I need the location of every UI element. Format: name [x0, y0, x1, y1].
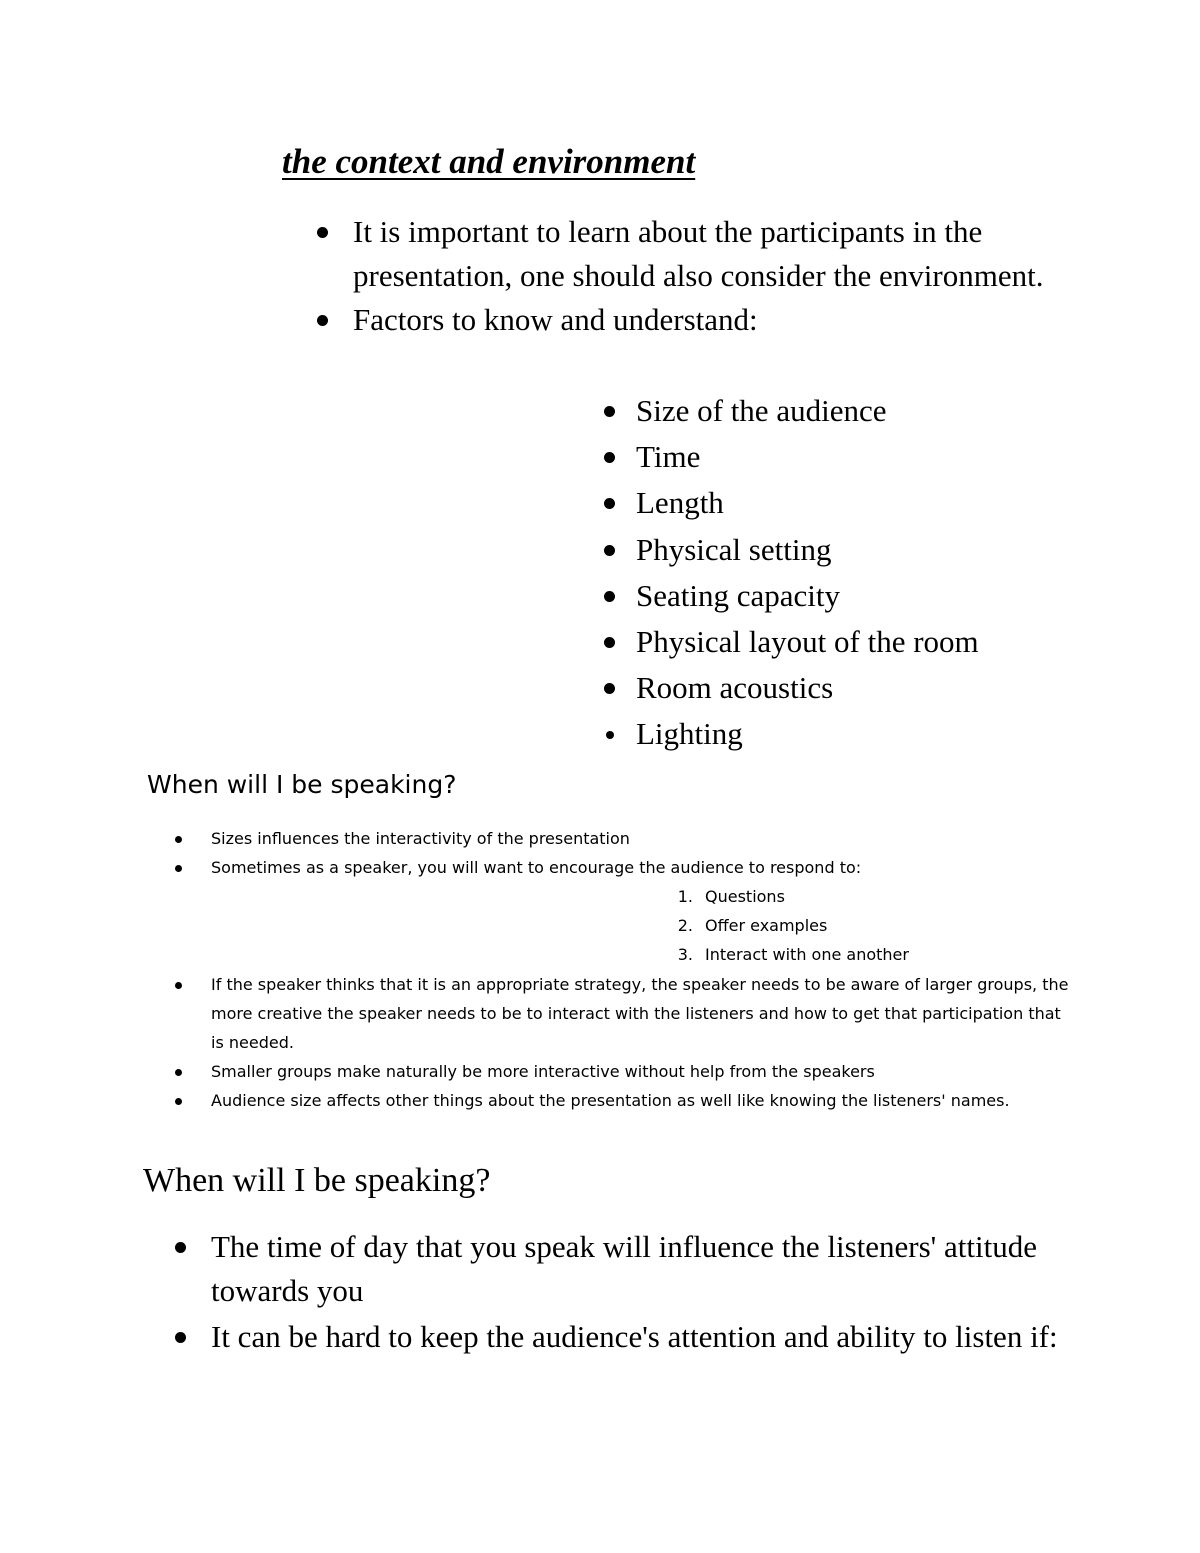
- list-item: [636, 480, 1156, 526]
- bullet-icon: [604, 683, 615, 694]
- bullet-icon: [317, 227, 328, 238]
- bullet-icon: [175, 1332, 186, 1343]
- list-item: [636, 527, 1156, 573]
- list-item: [677, 911, 1065, 940]
- bullet-icon: [604, 452, 615, 463]
- list-number: 1.: [677, 887, 693, 906]
- list-item-text: It can be hard to keep the audience's attention and ability to listen if:: [211, 1319, 1058, 1354]
- response-numbered-list: [677, 882, 1065, 969]
- section-title-speaking-small: When will I be speaking?: [147, 770, 457, 799]
- list-item-text: Lighting: [636, 716, 743, 752]
- bullet-icon: [606, 731, 614, 739]
- list-item-text: Physical setting: [636, 531, 832, 567]
- list-item: [636, 388, 1156, 434]
- list-item-text: Interact with one another: [705, 945, 909, 964]
- section-title-speaking-large: When will I be speaking?: [143, 1162, 491, 1199]
- factors-list: [636, 388, 1156, 758]
- list-item: [211, 1057, 1071, 1086]
- list-item: [636, 619, 1156, 665]
- bullet-icon: [175, 1069, 182, 1076]
- list-item: [353, 298, 1053, 342]
- bullet-icon: [604, 637, 615, 648]
- list-item: [677, 940, 1065, 969]
- bullet-icon: [175, 865, 182, 872]
- list-item-text: Offer examples: [705, 916, 828, 935]
- bullet-icon: [317, 315, 328, 326]
- context-bullet-list: [353, 210, 1053, 342]
- bullet-icon: [604, 591, 615, 602]
- list-item: [211, 1315, 1071, 1359]
- list-item-text: Room acoustics: [636, 670, 834, 706]
- bullet-icon: [175, 1098, 182, 1105]
- list-item-text: Time: [636, 439, 701, 475]
- list-item-text: Sizes influences the interactivity of the presentation: [211, 829, 630, 848]
- list-item: [636, 711, 1156, 757]
- list-item: [636, 434, 1156, 480]
- audience-size-bullet-list: [211, 824, 1071, 882]
- group-size-bullet-list: [211, 970, 1071, 1115]
- list-item: [211, 1225, 1071, 1313]
- list-item-text: The time of day that you speak will influence the listeners' attitude towards you: [211, 1229, 1037, 1308]
- list-item: [211, 853, 1071, 882]
- time-of-day-bullet-list: [211, 1225, 1071, 1359]
- list-item: [636, 573, 1156, 619]
- list-item-text: It is important to learn about the participants in the presentation, one should also consider the environment.: [353, 214, 1044, 293]
- list-item-text: Smaller groups make naturally be more interactive without help from the speakers: [211, 1062, 875, 1081]
- bullet-icon: [175, 836, 182, 843]
- bullet-icon: [175, 982, 182, 989]
- list-item: [353, 210, 1053, 298]
- bullet-icon: [604, 498, 615, 509]
- list-item-text: Audience size affects other things about the presentation as well like knowing the listeners' names.: [211, 1091, 1010, 1110]
- bullet-icon: [175, 1242, 186, 1253]
- list-item: [211, 824, 1071, 853]
- list-item: [211, 1086, 1071, 1115]
- list-item-text: Factors to know and understand:: [353, 302, 758, 337]
- list-item-text: Physical layout of the room: [636, 624, 979, 660]
- list-number: 2.: [677, 916, 693, 935]
- list-item-text: Sometimes as a speaker, you will want to encourage the audience to respond to:: [211, 858, 862, 877]
- list-item-text: Size of the audience: [636, 393, 887, 428]
- bullet-icon: [604, 545, 615, 556]
- list-number: 3.: [677, 945, 693, 964]
- list-item-text: If the speaker thinks that it is an appropriate strategy, the speaker needs to be aware of larger groups, the more creative the speaker needs to be to interact with the listeners and how to get that participation that is needed.: [211, 975, 1069, 1052]
- bullet-icon: [604, 406, 615, 417]
- list-item-text: Questions: [705, 887, 785, 906]
- list-item: [677, 882, 1065, 911]
- list-item-text: Seating capacity: [636, 577, 840, 613]
- section-title-context: the context and environment: [282, 142, 696, 181]
- list-item: [636, 665, 1156, 711]
- list-item-text: Length: [636, 485, 724, 521]
- list-item: [211, 970, 1071, 1057]
